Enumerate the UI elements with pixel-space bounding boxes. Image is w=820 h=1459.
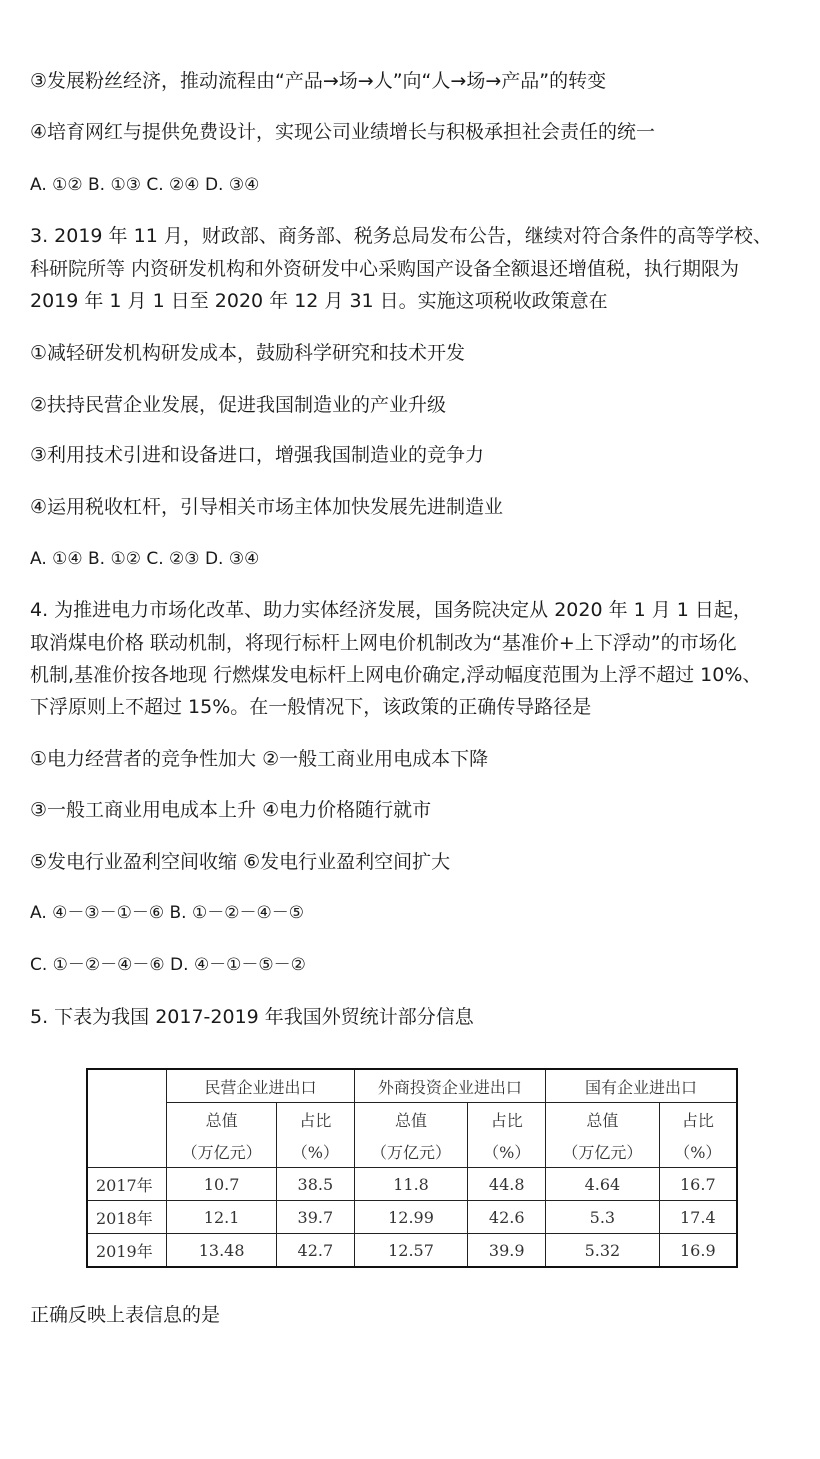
table-cell: 39.7: [276, 1201, 354, 1234]
table-row: [87, 1201, 737, 1234]
q3-statement-4: ④运用税收杠杆，引导相关市场主体加快发展先进制造业: [30, 496, 504, 518]
trade-statistics-table: [86, 1068, 738, 1266]
table-cell: 16.9: [659, 1234, 737, 1268]
table-row: [87, 1234, 737, 1268]
question-4-line-1: 4. 为推进电力市场化改革、助力实体经济发展，国务院决定从 2020 年 1 月 1 日起，: [30, 599, 752, 621]
question-4-line-2: 取消煤电价格 联动机制，将现行标杆上网电价机制改为“基准价+上下浮动”的市场化: [30, 632, 737, 654]
table-cell: 38.5: [276, 1168, 354, 1201]
q3-statement-2: ②扶持民营企业发展，促进我国制造业的产业升级: [30, 394, 447, 416]
question-3-line-3: 2019 年 1 月 1 日至 2020 年 12 月 31 日。实施这项税收政策意在: [30, 290, 608, 312]
table-cell: 12.57: [354, 1234, 468, 1268]
table-cell: 42.7: [276, 1234, 354, 1268]
q4-statements-1-2: ①电力经营者的竞争性加大 ②一般工商业用电成本下降: [30, 748, 489, 770]
table-cell: 42.6: [468, 1201, 546, 1234]
table-cell: 12.99: [354, 1201, 468, 1234]
table-cell: 12.1: [167, 1201, 277, 1234]
subheader-share: 占比: [276, 1103, 354, 1136]
question-5-title: 5. 下表为我国 2017-2019 年我国外贸统计部分信息: [30, 1006, 474, 1028]
answer-choices-q3: A. ①④ B. ①② C. ②③ D. ③④: [30, 549, 260, 569]
subheader-total: 总值: [546, 1103, 660, 1136]
question-4-line-4: 下浮原则上不超过 15%。在一般情况下，该政策的正确传导路径是: [30, 696, 592, 718]
q3-statement-1: ①减轻研发机构研发成本，鼓励科学研究和技术开发: [30, 342, 466, 364]
subheader-total: 总值: [167, 1103, 277, 1136]
subheader-share-unit: （%）: [276, 1135, 354, 1168]
table-cell: 5.32: [546, 1234, 660, 1268]
subheader-share: 占比: [659, 1103, 737, 1136]
answer-choices-q4-ab: A. ④－③－①－⑥ B. ①－②－④－⑤: [30, 903, 304, 923]
subheader-total-unit: （万亿元）: [546, 1135, 660, 1168]
question-3-line-1: 3. 2019 年 11 月，财政部、商务部、税务总局发布公告，继续对符合条件的高等学校、: [30, 225, 772, 247]
group-header-private: 民营企业进出口: [167, 1069, 354, 1103]
subheader-total: 总值: [354, 1103, 468, 1136]
question-5-prompt: 正确反映上表信息的是: [30, 1304, 221, 1326]
table-cell: 5.3: [546, 1201, 660, 1234]
table-cell: 10.7: [167, 1168, 277, 1201]
subheader-share-unit: （%）: [659, 1135, 737, 1168]
table-cell: 11.8: [354, 1168, 468, 1201]
corner-cell: [87, 1069, 167, 1103]
row-year: 2018年: [87, 1201, 167, 1234]
group-header-foreign: 外商投资企业进出口: [354, 1069, 545, 1103]
option-line-3: ③发展粉丝经济，推动流程由“产品→场→人”向“人→场→产品”的转变: [30, 70, 607, 92]
table-cell: 44.8: [468, 1168, 546, 1201]
row-year: 2017年: [87, 1168, 167, 1201]
table-cell: 16.7: [659, 1168, 737, 1201]
q4-statements-5-6: ⑤发电行业盈利空间收缩 ⑥发电行业盈利空间扩大: [30, 851, 451, 873]
table-row: [87, 1168, 737, 1201]
answer-choices-q4-cd: C. ①－②－④－⑥ D. ④－①－⑤－②: [30, 955, 306, 975]
subheader-total-unit: （万亿元）: [354, 1135, 468, 1168]
answer-choices-q2: A. ①② B. ①③ C. ②④ D. ③④: [30, 175, 260, 195]
corner-cell-lower: [87, 1103, 167, 1168]
table-cell: 39.9: [468, 1234, 546, 1268]
option-line-4: ④培育网红与提供免费设计，实现公司业绩增长与积极承担社会责任的统一: [30, 121, 656, 143]
q3-statement-3: ③利用技术引进和设备进口，增强我国制造业的竞争力: [30, 444, 485, 466]
row-year: 2019年: [87, 1234, 167, 1268]
table-cell: 17.4: [659, 1201, 737, 1234]
subheader-total-unit: （万亿元）: [167, 1135, 277, 1168]
table-cell: 4.64: [546, 1168, 660, 1201]
subheader-share-unit: （%）: [468, 1135, 546, 1168]
q4-statements-3-4: ③一般工商业用电成本上升 ④电力价格随行就市: [30, 799, 432, 821]
question-4-line-3: 机制,基准价按各地现 行燃煤发电标杆上网电价确定,浮动幅度范围为上浮不超过 10%、: [30, 664, 762, 686]
subheader-share: 占比: [468, 1103, 546, 1136]
group-header-state: 国有企业进出口: [546, 1069, 737, 1103]
table-cell: 13.48: [167, 1234, 277, 1268]
question-3-line-2: 科研院所等 内资研发机构和外资研发中心采购国产设备全额退还增值税，执行期限为: [30, 258, 740, 280]
